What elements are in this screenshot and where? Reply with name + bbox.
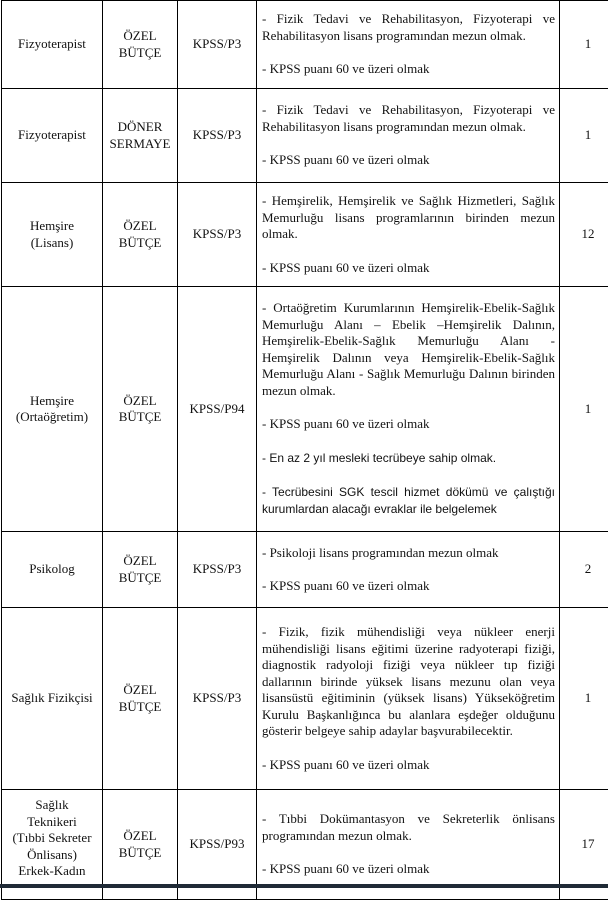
requirement-text: - KPSS puanı 60 ve üzeri olmak [262,416,555,433]
budget-type [103,1,178,89]
requirement-text: - KPSS puanı 60 ve üzeri olmak [262,152,555,169]
budget-line: DÖNER [103,119,177,136]
budget-line: ÖZEL [103,393,177,410]
requirement-text: - En az 2 yıl mesleki tecrübeye sahip olmak. [262,450,555,467]
requirements [257,183,560,287]
positions-table [1,0,608,900]
requirement-text: - KPSS puanı 60 ve üzeri olmak [262,757,555,774]
requirement-text: - Fizik Tedavi ve Rehabilitasyon, Fizyoterapi ve Rehabilitasyon lisans programından mezun olmak. [262,102,555,135]
position-title-line: Sağlık [2,797,102,814]
budget-line: ÖZEL [103,28,177,45]
table-row [2,183,608,287]
requirement-text: - Fizik, fizik mühendisliği veya nükleer enerji mühendisliği lisans eğitimi üzerine radyoterapi fiziği, diagnostik radyoloji fiziği veya nükleer tıp fiziği dallarının birinde yüksek lisans mezunu olan veya lisansüstü eğitiminin (yüksek lisans) Yükseköğretim Kurulu Başkanlığınca bu alanlara eşdeğer olduğunu gösterir belgeye sahip adaylar başvurabilecektir. [262,624,555,740]
position-title-line: Hemşire [2,393,102,410]
position-count: 17 [560,790,608,900]
requirements [257,608,560,790]
budget-type [103,89,178,183]
table-row [2,532,608,608]
kpss-type: KPSS/P3 [178,183,257,287]
budget-line: ÖZEL [103,218,177,235]
position-count: 1 [560,287,608,532]
kpss-type: KPSS/P94 [178,287,257,532]
position-title [2,1,103,89]
requirement-text: - Psikoloji lisans programından mezun olmak [262,545,555,562]
budget-type [103,790,178,900]
requirement-text: - KPSS puanı 60 ve üzeri olmak [262,578,555,595]
position-title [2,790,103,900]
position-title-line: (Tıbbi Sekreter [2,830,102,847]
requirement-text: - KPSS puanı 60 ve üzeri olmak [262,260,555,277]
table-row [2,790,608,900]
requirement-text: - Fizik Tedavi ve Rehabilitasyon, Fizyoterapi ve Rehabilitasyon lisans programından mezun olmak. [262,11,555,44]
requirement-text: - KPSS puanı 60 ve üzeri olmak [262,61,555,78]
position-title-line: Teknikeri [2,814,102,831]
requirement-text: - Tecrübesini SGK tescil hizmet dökümü ve çalıştığı kurumlardan alacağı evraklar ile belgelemek [262,484,555,518]
position-title [2,89,103,183]
position-count: 1 [560,1,608,89]
budget-line: SERMAYE [103,136,177,153]
requirements [257,287,560,532]
position-count: 2 [560,532,608,608]
position-count: 1 [560,89,608,183]
position-title [2,532,103,608]
budget-line: BÜTÇE [103,699,177,716]
budget-line: BÜTÇE [103,409,177,426]
budget-line: BÜTÇE [103,570,177,587]
kpss-type: KPSS/P3 [178,1,257,89]
position-title [2,183,103,287]
requirements [257,1,560,89]
requirements [257,532,560,608]
position-title-text: Fizyoterapist [18,36,86,51]
kpss-type: KPSS/P3 [178,608,257,790]
position-title [2,287,103,532]
budget-line: BÜTÇE [103,845,177,862]
kpss-type: KPSS/P3 [178,89,257,183]
position-title-line: Hemşire [2,218,102,235]
position-title [2,608,103,790]
position-title-line: Erkek-Kadın [2,863,102,880]
kpss-type: KPSS/P93 [178,790,257,900]
budget-line: ÖZEL [103,553,177,570]
position-title-text: Psikolog [29,561,75,576]
budget-type [103,608,178,790]
position-title-line: (Lisans) [2,235,102,252]
budget-line: BÜTÇE [103,45,177,62]
position-count: 12 [560,183,608,287]
position-title-line: (Ortaöğretim) [2,409,102,426]
position-title-line: Önlisans) [2,847,102,864]
table-row [2,608,608,790]
page-bottom-edge [0,884,608,888]
budget-line: BÜTÇE [103,235,177,252]
budget-type [103,532,178,608]
requirements [257,89,560,183]
budget-line: ÖZEL [103,828,177,845]
position-title-text: Fizyoterapist [18,127,86,142]
requirements [257,790,560,900]
requirement-text: - Tıbbi Dokümantasyon ve Sekreterlik önlisans programından mezun olmak. [262,811,555,844]
requirement-text: - KPSS puanı 60 ve üzeri olmak [262,861,555,878]
requirement-text: - Ortaöğretim Kurumlarının Hemşirelik-Ebelik-Sağlık Memurluğu Alanı – Ebelik –Hemşirelik Dalının, Hemşirelik-Ebelik-Sağlık Memurluğu Alanı - Hemşirelik Dalının veya Hemşirelik-Ebelik-Sağlık Memurluğu Alanı - Sağlık Memurluğu Dalının birinden mezun olmak. [262,300,555,399]
budget-type [103,183,178,287]
budget-line: ÖZEL [103,682,177,699]
table-row [2,287,608,532]
budget-type [103,287,178,532]
table-row [2,1,608,89]
position-title-text: Sağlık Fizikçisi [11,690,92,705]
requirement-text: - Hemşirelik, Hemşirelik ve Sağlık Hizmetleri, Sağlık Memurluğu lisans programlarının birinden mezun olmak. [262,193,555,243]
kpss-type: KPSS/P3 [178,532,257,608]
position-count: 1 [560,608,608,790]
table-row [2,89,608,183]
